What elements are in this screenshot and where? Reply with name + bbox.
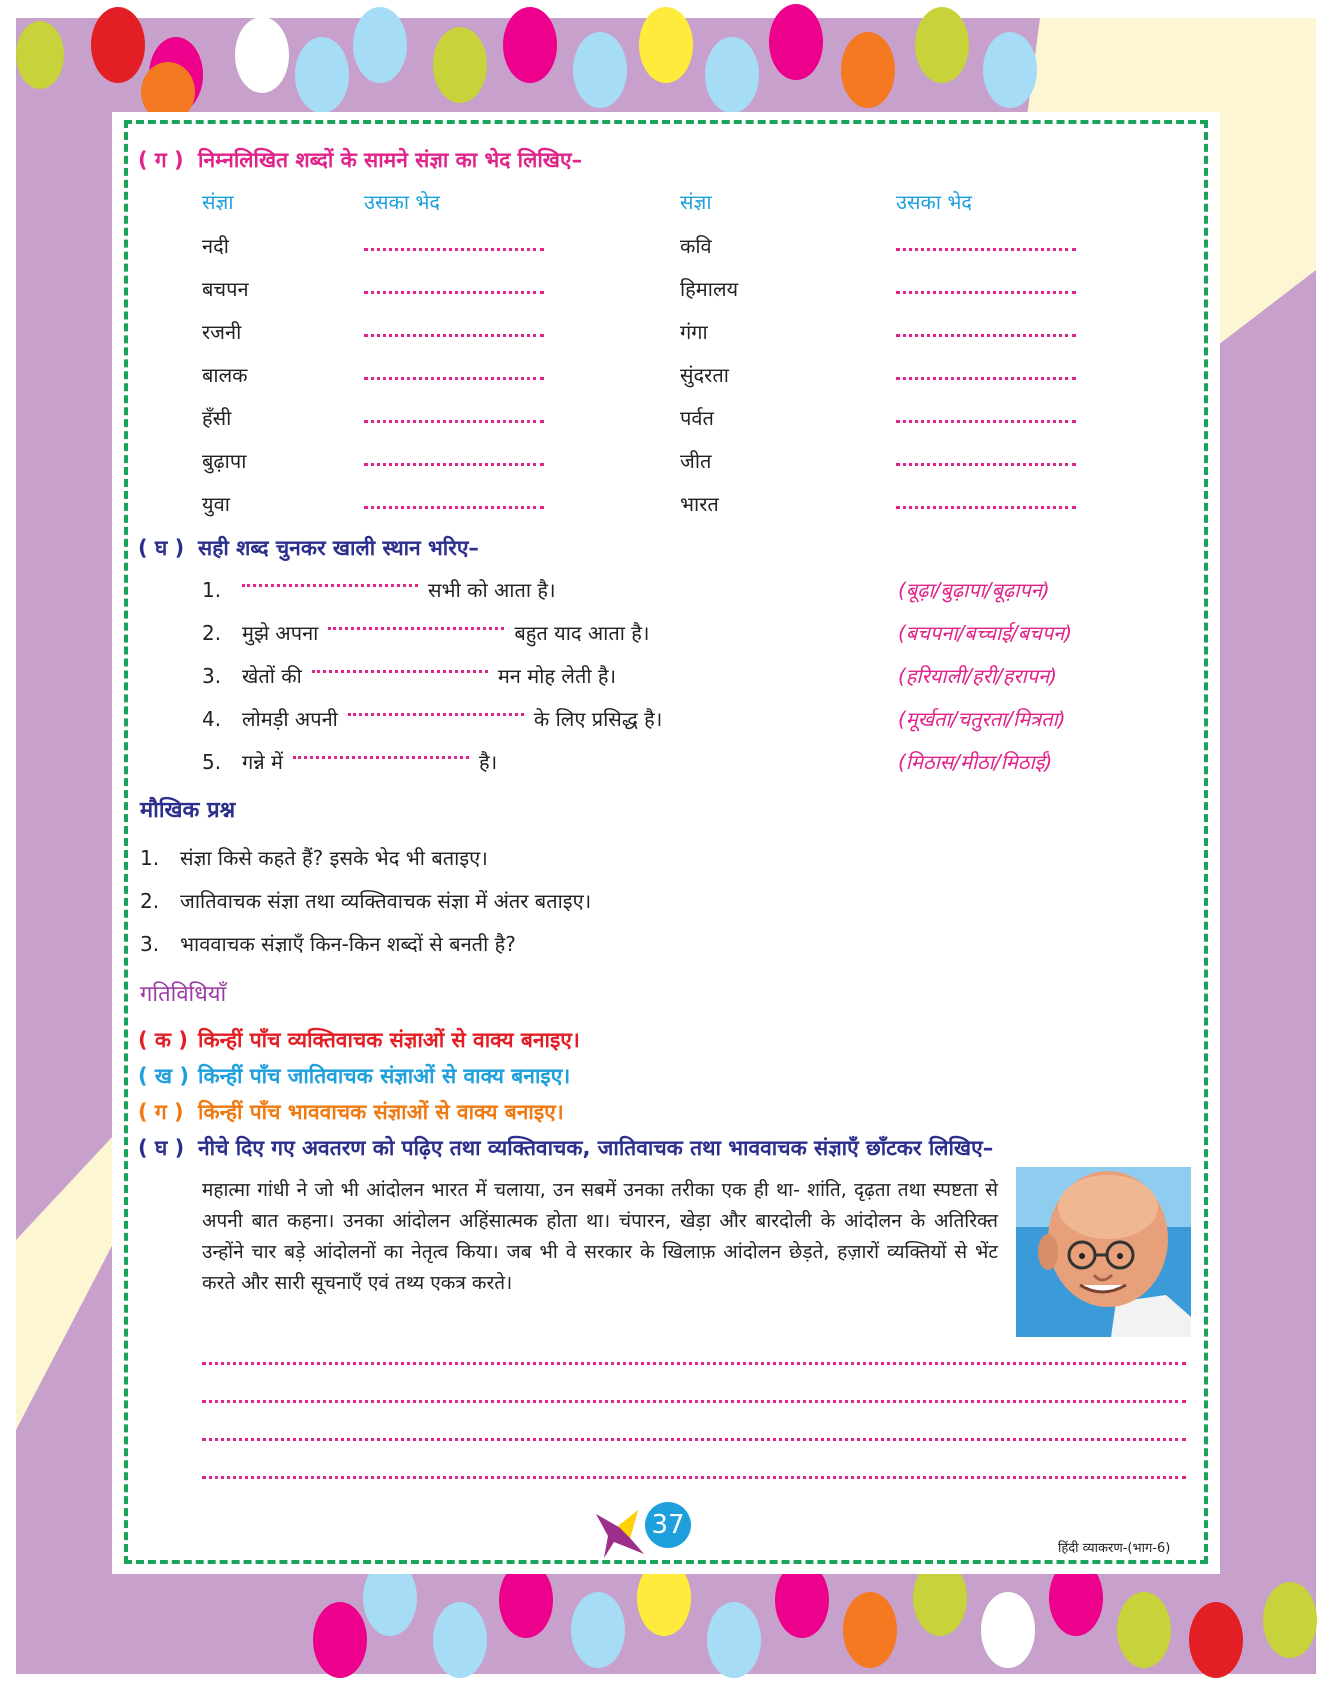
noun-word-right: भारत xyxy=(680,492,719,516)
answer-blank-left xyxy=(364,408,544,427)
blank-line xyxy=(312,670,488,673)
activity-item xyxy=(138,1098,564,1126)
section-gh-label: ( घ ) xyxy=(138,536,185,560)
blank-line xyxy=(242,584,418,587)
dotted-line xyxy=(202,1362,1186,1365)
answer-blank-right xyxy=(896,408,1076,427)
answer-blank-right xyxy=(896,279,1076,298)
noun-word-right: सुंदरता xyxy=(680,363,729,387)
question-text: संज्ञा किसे कहते हैं? इसके भेद भी बताइए। xyxy=(180,846,488,870)
answer-line xyxy=(202,1388,1186,1407)
item-number: 4. xyxy=(202,707,222,731)
col-type-left: उसका भेद xyxy=(364,190,441,214)
answer-blank-left xyxy=(364,279,544,298)
dotted-line xyxy=(202,1438,1186,1441)
blank-line xyxy=(328,627,504,630)
col-noun-right: संज्ञा xyxy=(680,190,712,214)
dotted-line xyxy=(364,291,544,294)
dotted-line xyxy=(202,1400,1186,1403)
activity-item xyxy=(138,1026,580,1054)
answer-blank-right xyxy=(896,236,1076,255)
noun-word-right: गंगा xyxy=(680,320,708,344)
activity-text: किन्हीं पाँच व्यक्तिवाचक संज्ञाओं से वाक्य बनाइए। xyxy=(198,1028,580,1052)
options-hint: (मूर्खता/चतुरता/मित्रता) xyxy=(898,707,1066,731)
item-number: 3. xyxy=(202,664,222,688)
sentence-after: बहुत याद आता है। xyxy=(514,621,650,645)
dotted-line xyxy=(364,506,544,509)
section-g-heading xyxy=(138,146,582,174)
dotted-line xyxy=(896,420,1076,423)
activities-title: गतिविधियाँ xyxy=(140,982,227,1007)
footer-book-title: हिंदी व्याकरण-(भाग-6) xyxy=(1058,1541,1171,1556)
section-gh-heading xyxy=(138,534,479,562)
answer-blank-left xyxy=(364,322,544,341)
dotted-line xyxy=(364,334,544,337)
gandhi-portrait xyxy=(1016,1167,1191,1337)
sentence-after: सभी को आता है। xyxy=(428,578,556,602)
dotted-line xyxy=(202,1476,1186,1479)
activity-text: किन्हीं पाँच जातिवाचक संज्ञाओं से वाक्य बनाइए। xyxy=(198,1064,571,1088)
section-gh-title: सही शब्द चुनकर खाली स्थान भरिए– xyxy=(198,536,479,560)
dotted-line xyxy=(896,506,1076,509)
fill-blank-item xyxy=(202,748,497,775)
question-number: 3. xyxy=(140,932,160,956)
section-g-label: ( ग ) xyxy=(138,148,184,172)
oral-title: मौखिक प्रश्न xyxy=(140,798,236,823)
oral-question xyxy=(140,887,591,914)
sentence-after: के लिए प्रसिद्ध है। xyxy=(533,707,663,731)
answer-blank-left xyxy=(364,451,544,470)
page-number: 37 xyxy=(645,1502,691,1548)
passage: महात्मा गांधी ने जो भी आंदोलन भारत में चलाया, उन सबमें उनका तरीका एक ही था- शांति, दृढ़ता तथा स्पष्टता से अपनी बात कहना। उनका आंदोलन अहिंसात्मक होता था। चंपारन, खेड़ा और बारदोली के आंदोलन के अतिरिक्त उन्होंने चार बड़े आंदोलनों का नेतृत्व किया। जब भी वे सरकार के खिलाफ़ आंदोलन छेड़ते, हज़ारों व्यक्तियों से भेंट करते और सारी सूचनाएँ एवं तथ्य एकत्र करते। xyxy=(202,1179,998,1294)
noun-word-left: नदी xyxy=(202,234,229,258)
activity-text: नीचे दिए गए अवतरण को पढ़िए तथा व्यक्तिवाचक, जातिवाचक तथा भाववाचक संज्ञाएँ छाँटकर लिखिए– xyxy=(198,1136,994,1160)
question-number: 2. xyxy=(140,889,160,913)
activity-label: ( घ ) xyxy=(138,1136,185,1160)
options-hint: (मिठास/मीठा/मिठाई) xyxy=(898,750,1053,774)
activity-label: ( ग ) xyxy=(138,1100,184,1124)
fill-blank-item xyxy=(202,576,556,603)
noun-word-left: हँसी xyxy=(202,406,232,430)
sentence-before: खेतों की xyxy=(242,664,302,688)
activity-text: किन्हीं पाँच भाववाचक संज्ञाओं से वाक्य बनाइए। xyxy=(198,1100,564,1124)
answer-line xyxy=(202,1350,1186,1369)
answer-line xyxy=(202,1426,1186,1445)
fill-blank-item xyxy=(202,705,662,732)
answer-blank-right xyxy=(896,494,1076,513)
options-hint: (हरियाली/हरी/हरापन) xyxy=(898,664,1058,688)
item-number: 5. xyxy=(202,750,222,774)
answer-blank-left xyxy=(364,494,544,513)
activity-label: ( ख ) xyxy=(138,1064,189,1088)
options-hint: (बूढ़ा/बुढ़ापा/बूढ़ापन) xyxy=(898,578,1050,602)
answer-blank-right xyxy=(896,365,1076,384)
noun-word-right: पर्वत xyxy=(680,406,714,430)
sentence-before: मुझे अपना xyxy=(242,621,319,645)
blank-line xyxy=(348,713,524,716)
sentence-before: लोमड़ी अपनी xyxy=(242,707,338,731)
sentence-after: है। xyxy=(478,750,498,774)
noun-word-right: कवि xyxy=(680,234,712,258)
oral-question xyxy=(140,930,516,957)
answer-line xyxy=(202,1464,1186,1483)
fill-blank-item xyxy=(202,619,650,646)
noun-word-left: युवा xyxy=(202,492,230,516)
item-number: 2. xyxy=(202,621,222,645)
answer-blank-right xyxy=(896,322,1076,341)
section-g-title: निम्नलिखित शब्दों के सामने संज्ञा का भेद लिखिए– xyxy=(198,148,583,172)
activity-label: ( क ) xyxy=(138,1028,188,1052)
answer-blank-left xyxy=(364,236,544,255)
noun-word-left: रजनी xyxy=(202,320,242,344)
noun-word-left: बालक xyxy=(202,363,248,387)
noun-word-left: बचपन xyxy=(202,277,249,301)
item-number: 1. xyxy=(202,578,222,602)
dotted-line xyxy=(896,248,1076,251)
blank-line xyxy=(293,756,469,759)
col-type-right: उसका भेद xyxy=(896,190,973,214)
col-noun-left: संज्ञा xyxy=(202,190,234,214)
star-icon xyxy=(594,1508,646,1558)
fill-blank-item xyxy=(202,662,616,689)
dotted-line xyxy=(364,463,544,466)
question-number: 1. xyxy=(140,846,160,870)
dotted-line xyxy=(896,463,1076,466)
dotted-line xyxy=(364,420,544,423)
question-text: जातिवाचक संज्ञा तथा व्यक्तिवाचक संज्ञा में अंतर बताइए। xyxy=(180,889,592,913)
sentence-before: गन्ने में xyxy=(242,750,283,774)
noun-word-right: हिमालय xyxy=(680,277,739,301)
dotted-line xyxy=(896,291,1076,294)
oral-question xyxy=(140,844,488,871)
noun-word-right: जीत xyxy=(680,449,712,473)
options-hint: (बचपना/बच्चाई/बचपन) xyxy=(898,621,1073,645)
dotted-line xyxy=(364,248,544,251)
activity-item xyxy=(138,1062,570,1090)
activity-item xyxy=(138,1134,993,1162)
dotted-line xyxy=(896,334,1076,337)
answer-blank-right xyxy=(896,451,1076,470)
dotted-line xyxy=(896,377,1076,380)
dotted-line xyxy=(364,377,544,380)
noun-word-left: बुढ़ापा xyxy=(202,449,247,473)
sentence-after: मन मोह लेती है। xyxy=(497,664,617,688)
answer-blank-left xyxy=(364,365,544,384)
question-text: भाववाचक संज्ञाएँ किन-किन शब्दों से बनती है? xyxy=(180,932,516,956)
